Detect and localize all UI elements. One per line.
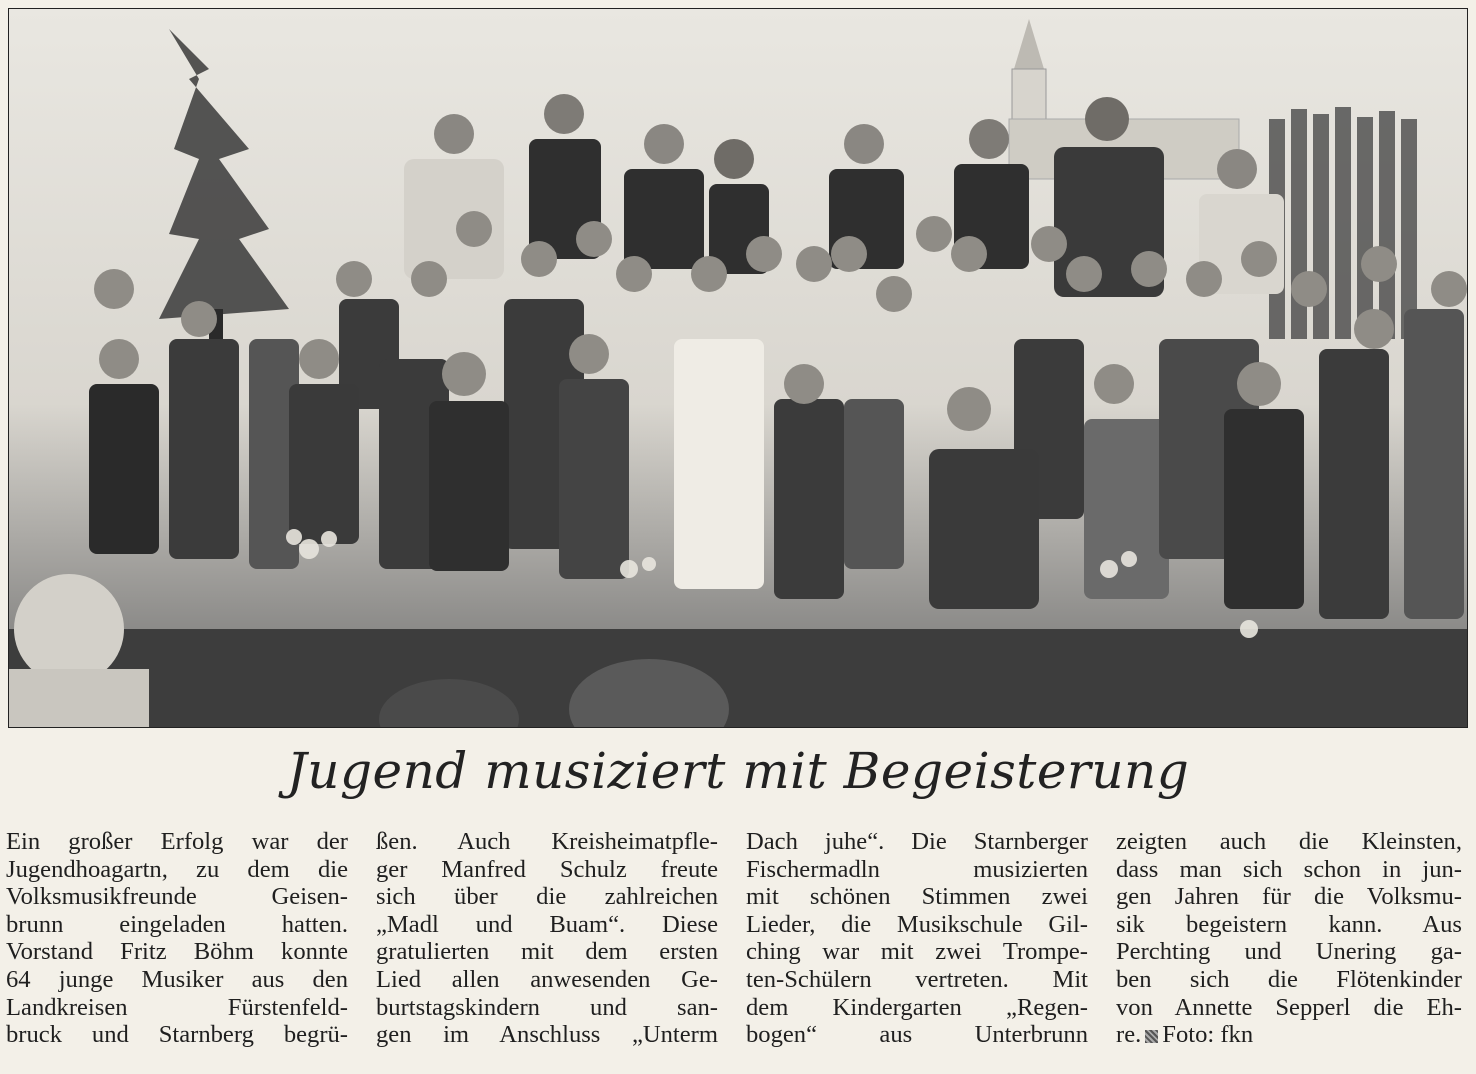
end-mark-icon xyxy=(1145,1030,1158,1043)
article-column-2 xyxy=(376,828,718,1049)
text-line: Perchting und Unering ga- xyxy=(1116,938,1462,966)
text-line: brunn eingeladen hatten. xyxy=(6,910,348,938)
text-line: zeigten auch die Kleinsten, xyxy=(1116,828,1462,855)
text-line: ben sich die Flötenkinder xyxy=(1116,965,1462,993)
text-line: mit schönen Stimmen zwei xyxy=(746,883,1088,911)
photo-credit: Foto: fkn xyxy=(1162,1021,1254,1049)
headline: Jugend musiziert mit Begeisterung xyxy=(286,742,1190,800)
group-photo-illustration xyxy=(9,9,1467,727)
text-line: Jugendhoagartn, zu dem die xyxy=(6,855,348,883)
text-line: sik begeistern kann. Aus xyxy=(1116,910,1462,938)
text-line: bruck und Starnberg begrü- xyxy=(6,1021,348,1049)
article-column-4 xyxy=(1116,828,1462,1049)
article-column-1 xyxy=(6,828,348,1049)
text-line: gen Jahren für die Volksmu- xyxy=(1116,883,1462,911)
text-line: ger Manfred Schulz freute xyxy=(376,855,718,883)
text-line: „Madl und Buam“. Diese xyxy=(376,910,718,938)
text-line: dem Kindergarten „Regen- xyxy=(746,993,1088,1021)
final-line xyxy=(1116,1021,1462,1049)
text-line: ten-Schülern vertreten. Mit xyxy=(746,965,1088,993)
text-line: Volksmusikfreunde Geisen- xyxy=(6,883,348,911)
text-line: Landkreisen Fürstenfeld- xyxy=(6,993,348,1021)
text-line: von Annette Sepperl die Eh- xyxy=(1116,993,1462,1021)
article-photo xyxy=(8,8,1468,728)
text-line: Fischermadln musizierten xyxy=(746,855,1088,883)
text-line: dass man sich schon in jun- xyxy=(1116,855,1462,883)
text-line: burtstagskindern und san- xyxy=(376,993,718,1021)
text-line: Lieder, die Musikschule Gil- xyxy=(746,910,1088,938)
text-line: 64 junge Musiker aus den xyxy=(6,965,348,993)
text-line: ßen. Auch Kreisheimatpfle- xyxy=(376,828,718,855)
text-line: Dach juhe“. Die Starnberger xyxy=(746,828,1088,855)
article-column-3 xyxy=(746,828,1088,1049)
text-line: gratulierten mit dem ersten xyxy=(376,938,718,966)
text-line: sich über die zahlreichen xyxy=(376,883,718,911)
text-line: Lied allen anwesenden Ge- xyxy=(376,965,718,993)
text-line: ching war mit zwei Trompe- xyxy=(746,938,1088,966)
final-text: re. xyxy=(1116,1021,1142,1049)
text-line: gen im Anschluss „Unterm xyxy=(376,1021,718,1049)
text-line: Vorstand Fritz Böhm konnte xyxy=(6,938,348,966)
text-line: Ein großer Erfolg war der xyxy=(6,828,348,855)
text-line: bogen“ aus Unterbrunn xyxy=(746,1021,1088,1049)
